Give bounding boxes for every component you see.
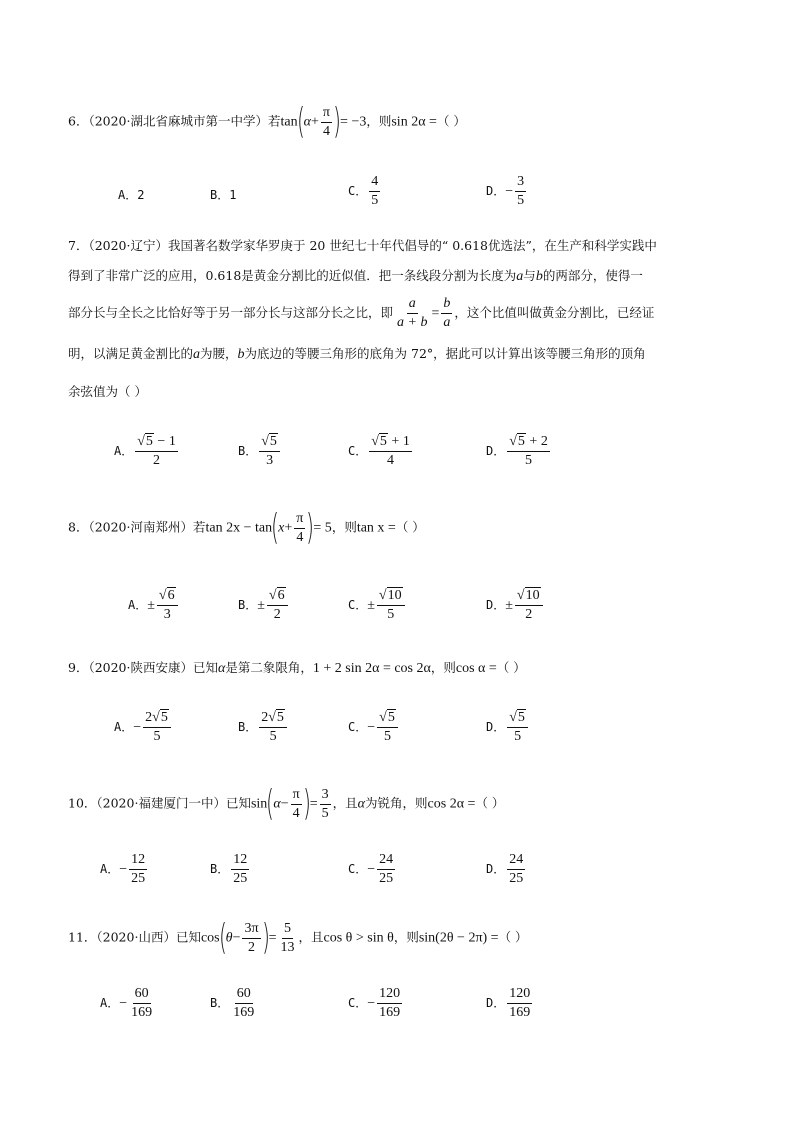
q10-opt-d-den: 25 xyxy=(509,871,524,886)
q7-opt-b-rad: 5 xyxy=(269,434,277,449)
q7-opt-d-rad: 5 xyxy=(517,434,525,449)
q7-ratio-1 xyxy=(395,296,429,331)
q10-opt-a-label: A． xyxy=(100,862,120,876)
q8-opt-a-rad: 6 xyxy=(167,588,175,603)
q10-opt-c-sign: − xyxy=(367,862,376,877)
q11-text1: ，且 xyxy=(298,929,324,945)
q8-opt-a-frac xyxy=(157,588,178,623)
q6-opt-c-num: 4 xyxy=(369,174,380,192)
q7-opt-d-frac xyxy=(507,434,550,469)
q11-num: 5 xyxy=(282,921,293,939)
q10-answer-blank[interactable]: （ ） xyxy=(475,795,505,811)
q9-opt-b-num: 2√5 xyxy=(259,710,287,728)
q7-opt-a-frac xyxy=(135,434,178,469)
q7-option-c[interactable] xyxy=(348,434,414,469)
q8-pi-over-4 xyxy=(294,511,305,546)
q10-pi-over-4 xyxy=(291,787,302,822)
q8-option-d[interactable] xyxy=(486,588,545,623)
q10-opt-a-frac xyxy=(129,852,147,887)
q8-opt-a-den: 3 xyxy=(163,607,171,622)
q11-opt-b-den: 169 xyxy=(233,1005,255,1020)
q11-opt-c-sign: − xyxy=(367,996,376,1011)
question-10-stem: 10．（2020·福建厦门一中）已知sin(α− $\frac{\pi}{4}$ )= $\frac{3}{5}$ ，且α为锐角，则cos 2α =（ ） xyxy=(68,783,505,824)
q6-opt-d-label: D． xyxy=(486,184,506,198)
q7-line3a: 部分长与全长之比恰好等于另一部分长与这部分长之比，即 xyxy=(68,305,394,320)
q6-opt-b-label: B． xyxy=(210,188,230,202)
q6-opt-a-value: 2 xyxy=(137,188,145,202)
q7-opt-c-num: √5 + 1 xyxy=(369,434,412,452)
q8-opt-d-label: D． xyxy=(486,598,506,612)
q7-opt-a-label: A． xyxy=(114,444,134,458)
q6-sin2a: sin 2α = xyxy=(391,114,437,130)
q10-minus: − xyxy=(280,796,289,812)
question-11-stem: 11．（2020·山西）已知cos(θ− $\frac{3\pi}{2}$ )= $\frac{5}{13}$ ，且cos θ > sin θ，则sin(2θ − 2π) =（ ） xyxy=(68,917,528,958)
q7-opt-c-label: C． xyxy=(348,444,368,458)
q11-cos: cos xyxy=(200,930,220,946)
q11-opt-b-label: B． xyxy=(210,996,230,1010)
q7-opt-c-den: 4 xyxy=(387,453,395,468)
q7-var-b: b xyxy=(535,269,543,284)
q10-option-c[interactable] xyxy=(348,852,397,887)
q10-opt-a-num: 12 xyxy=(129,852,147,870)
q8-expr1: tan 2x − tan xyxy=(205,520,273,536)
q8-opt-c-label: C． xyxy=(348,598,368,612)
q7-opt-a-num: √5 − 1 xyxy=(135,434,178,452)
q9-cos: cos α = xyxy=(455,661,497,676)
q6-opt-d-frac xyxy=(515,174,526,209)
q10-value xyxy=(320,787,331,822)
q9-opt-d-label: D． xyxy=(486,720,506,734)
q7-line-5[interactable]: 余弦值为（ ） xyxy=(68,384,147,399)
q7-line2c: 的两部分，使得一 xyxy=(542,268,643,283)
q10-num: 3 xyxy=(320,787,331,805)
q10-opt-c-frac xyxy=(377,852,395,887)
q10-opt-a-sign: − xyxy=(119,862,128,877)
q11-opt-a-label: A． xyxy=(100,996,120,1010)
q9-opt-a-sign: − xyxy=(133,720,142,735)
q7-ratio-2 xyxy=(441,296,452,331)
q6-opt-c-frac xyxy=(369,174,380,209)
q10-opt-c-label: C． xyxy=(348,862,368,876)
q10-opt-d-frac xyxy=(507,852,525,887)
q8-opt-d-den: 2 xyxy=(525,607,533,622)
q8-pi: π xyxy=(294,511,305,529)
q7-ratio-2-num: b xyxy=(441,296,452,314)
q11-opt-d-label: D． xyxy=(486,996,506,1010)
q9-opt-b-rad: 5 xyxy=(276,710,284,725)
q9-opt-c-label: C． xyxy=(348,720,368,734)
q6-then: ，则 xyxy=(366,113,392,129)
q7-line4c: 为底边的等腰三角形的底角为 72°，据此可以计算出该等腰三角形的顶角 xyxy=(244,346,646,361)
q11-option-d[interactable] xyxy=(486,986,534,1021)
q9-alpha: α xyxy=(218,661,226,676)
q10-four: 4 xyxy=(292,805,300,821)
q10-den: 5 xyxy=(321,805,329,821)
q11-eq: = xyxy=(268,930,277,946)
q8-opt-d-sign: ± xyxy=(505,598,513,613)
q9-opt-b-coef: 2 xyxy=(261,710,269,725)
q10-opt-d-label: D． xyxy=(486,862,506,876)
q10-alpha: α xyxy=(273,796,281,812)
q8-opt-b-sign: ± xyxy=(257,598,265,613)
q7-opt-a-den: 2 xyxy=(153,453,161,468)
q6-opt-d-sign: − xyxy=(505,184,514,199)
q9-expr: 1 + 2 sin 2α = cos 2α xyxy=(312,661,431,676)
q11-option-a[interactable] xyxy=(100,986,156,1021)
question-8-stem: 8．（2020·河南郑州）若tan 2x − tan(x+ $\frac{\pi}{4}$ )= 5，则tan x =（ ） xyxy=(68,507,425,548)
q6-prefix: 6．（2020·湖北省麻城市第一中学）若 xyxy=(68,113,281,129)
q10-opt-d-num: 24 xyxy=(507,852,525,870)
q6-opt-c-label: C． xyxy=(348,184,368,198)
q8-option-a[interactable] xyxy=(128,588,180,623)
q7-opt-c-frac xyxy=(369,434,412,469)
q10-prefix: 10．（2020·福建厦门一中）已知 xyxy=(68,795,251,811)
q9-answer-blank[interactable]: （ ） xyxy=(496,660,526,675)
q11-opt-d-num: 120 xyxy=(507,986,532,1004)
q6-option-b[interactable] xyxy=(210,186,236,203)
q6-eq: = −3 xyxy=(340,114,367,130)
q10-opt-b-num: 12 xyxy=(231,852,249,870)
q10-sin: sin xyxy=(250,796,268,812)
q6-four: 4 xyxy=(322,123,330,139)
q11-expr2: sin(2θ − 2π) = xyxy=(418,930,499,946)
q11-prefix: 11．（2020·山西）已知 xyxy=(68,929,201,945)
q7-opt-d-den: 5 xyxy=(525,453,533,468)
q11-opt-c-num: 120 xyxy=(377,986,402,1004)
q10-text1: ，且 xyxy=(332,795,358,811)
q7-line-2 xyxy=(68,266,738,285)
q9-opt-d-num: √5 xyxy=(507,710,528,728)
q10-opt-b-frac xyxy=(231,852,249,887)
q6-answer-blank[interactable]: （ ） xyxy=(436,113,466,129)
q9-option-d[interactable] xyxy=(486,710,530,745)
q6-opt-a-label: A． xyxy=(118,188,138,202)
q8-tanx: tan x = xyxy=(356,520,396,536)
q7-var-b2: b xyxy=(237,347,245,362)
q11-opt-a-sign: − xyxy=(119,996,128,1011)
q9-option-c[interactable] xyxy=(348,710,400,745)
q10-option-b[interactable] xyxy=(210,852,251,887)
q9-opt-d-frac xyxy=(507,710,528,745)
q7-opt-d-label: D． xyxy=(486,444,506,458)
q11-opt-d-den: 169 xyxy=(509,1005,531,1020)
q11-pi-num: 3π xyxy=(242,921,260,939)
q8-opt-c-frac xyxy=(377,588,405,623)
q8-prefix: 8．（2020·河南郑州）若 xyxy=(68,519,206,535)
q8-opt-a-label: A． xyxy=(128,598,148,612)
question-9-stem xyxy=(68,658,738,677)
q7-opt-d-num: √5 + 2 xyxy=(507,434,550,452)
q9-opt-c-num: √5 xyxy=(377,710,398,728)
q7-ratio-1-num: a xyxy=(407,296,418,314)
q7-opt-b-frac xyxy=(259,434,280,469)
q11-minus: − xyxy=(232,930,241,946)
q11-value xyxy=(279,921,297,956)
q10-alpha2: α xyxy=(357,796,366,812)
q6-opt-c-den: 5 xyxy=(371,193,379,208)
q11-option-b[interactable] xyxy=(210,986,258,1021)
q10-option-d[interactable] xyxy=(486,852,527,887)
q7-option-d[interactable] xyxy=(486,434,552,469)
q11-ineq: cos θ > sin θ xyxy=(323,930,394,946)
q7-line4b: 为腰， xyxy=(200,346,238,361)
q11-opt-c-label: C． xyxy=(348,996,368,1010)
q9-then: ，则 xyxy=(430,660,456,675)
q8-plus: + xyxy=(284,520,293,536)
q8-opt-b-label: B． xyxy=(238,598,258,612)
q7-option-a[interactable] xyxy=(114,434,180,469)
q7-opt-b-label: B． xyxy=(238,444,258,458)
q8-opt-c-den: 5 xyxy=(387,607,395,622)
q9-option-a[interactable] xyxy=(114,710,173,745)
q8-four: 4 xyxy=(296,529,304,545)
q8-opt-b-frac xyxy=(267,588,288,623)
q8-option-c[interactable] xyxy=(348,588,407,623)
q7-line2a: 得到了非常广泛的应用，0.618是黄金分割比的近似值．把一条线段分割为长度为 xyxy=(68,268,517,283)
q9-opt-c-frac xyxy=(377,710,398,745)
q7-line2b: 与 xyxy=(523,268,536,283)
q7-line3b: ，这个比值叫做黄金分割比，已经证 xyxy=(454,305,655,320)
q7-ratio-2-den: a xyxy=(443,315,451,330)
q9-opt-c-rad: 5 xyxy=(387,710,395,725)
q8-opt-d-num: √10 xyxy=(515,588,543,606)
q7-var-a2: a xyxy=(193,347,201,362)
q7-opt-a-rad: 5 xyxy=(145,434,153,449)
q7-line-1: 7．（2020·辽宁）我国著名数学家华罗庚于 20 世纪七十年代倡导的“ 0.618优选法”，在生产和科学实践中 xyxy=(68,238,657,253)
q7-eq: = xyxy=(431,306,440,321)
q8-opt-c-sign: ± xyxy=(367,598,375,613)
q11-opt-a-den: 169 xyxy=(131,1005,153,1020)
q8-eq: = 5 xyxy=(313,520,332,536)
q7-line-4 xyxy=(68,344,738,363)
q11-opt-b-num: 60 xyxy=(235,986,253,1004)
q6-option-d[interactable] xyxy=(486,174,528,209)
q9-opt-a-frac xyxy=(143,710,171,745)
q11-answer-blank[interactable]: （ ） xyxy=(498,929,528,945)
q9-opt-d-den: 5 xyxy=(514,729,522,744)
q7-opt-c-tail: + 1 xyxy=(387,434,410,449)
q10-opt-c-num: 24 xyxy=(377,852,395,870)
q11-opt-a-frac xyxy=(129,986,154,1021)
q7-option-b[interactable] xyxy=(238,434,282,469)
q11-theta: θ xyxy=(225,930,233,946)
q9-opt-c-sign: − xyxy=(367,720,376,735)
q11-den: 13 xyxy=(280,939,295,955)
q7-opt-c-rad: 5 xyxy=(379,434,387,449)
q8-opt-b-den: 2 xyxy=(273,607,281,622)
q11-opt-c-den: 169 xyxy=(379,1005,401,1020)
q6-alpha: α xyxy=(303,114,312,130)
q7-opt-b-den: 3 xyxy=(266,453,274,468)
q8-opt-d-frac xyxy=(515,588,543,623)
q10-opt-b-label: B． xyxy=(210,862,230,876)
q6-opt-d-den: 5 xyxy=(517,193,525,208)
q10-opt-b-den: 25 xyxy=(233,871,248,886)
q7-opt-a-tail: − 1 xyxy=(153,434,176,449)
q6-option-a[interactable] xyxy=(118,186,144,203)
q10-text2: 为锐角，则 xyxy=(365,795,428,811)
q6-tan: tan xyxy=(280,114,298,130)
q8-then: ，则 xyxy=(331,519,357,535)
q9-opt-a-coef: 2 xyxy=(145,710,153,725)
q10-cos2a: cos 2α = xyxy=(427,796,476,812)
q8-answer-blank[interactable]: （ ） xyxy=(395,519,425,535)
q8-opt-d-rad: 10 xyxy=(525,588,540,603)
q11-option-c[interactable] xyxy=(348,986,404,1021)
q8-x: x xyxy=(278,520,285,536)
q6-option-c[interactable] xyxy=(348,174,382,209)
q6-pi: π xyxy=(321,105,332,123)
q11-opt-b-frac xyxy=(231,986,256,1021)
q9-opt-a-rad: 5 xyxy=(160,710,168,725)
q9-text1: 是第二象限角， xyxy=(225,660,313,675)
q6-plus: + xyxy=(311,114,319,130)
q8-opt-a-sign: ± xyxy=(147,598,155,613)
q8-option-b[interactable] xyxy=(238,588,290,623)
q10-option-a[interactable] xyxy=(100,852,149,887)
q9-opt-b-label: B． xyxy=(238,720,258,734)
q11-3pi-over-2 xyxy=(242,921,260,956)
q10-opt-c-den: 25 xyxy=(379,871,394,886)
q9-opt-a-label: A． xyxy=(114,720,134,734)
q7-opt-b-num: √5 xyxy=(259,434,280,452)
q8-opt-b-rad: 6 xyxy=(277,588,285,603)
q11-opt-d-frac xyxy=(507,986,532,1021)
q8-opt-c-num: √10 xyxy=(377,588,405,606)
q9-opt-a-den: 5 xyxy=(153,729,161,744)
q9-prefix: 9．（2020·陕西安康）已知 xyxy=(68,660,218,675)
q9-opt-d-rad: 5 xyxy=(517,710,525,725)
q7-opt-d-tail: + 2 xyxy=(525,434,548,449)
q7-var-a: a xyxy=(516,269,524,284)
q10-pi: π xyxy=(291,787,302,805)
q6-opt-b-value: 1 xyxy=(229,188,237,202)
q7-line4a: 明，以满足黄金割比的 xyxy=(68,346,194,361)
q9-opt-a-num: 2√5 xyxy=(143,710,171,728)
q6-opt-d-num: 3 xyxy=(515,174,526,192)
q8-opt-b-num: √6 xyxy=(267,588,288,606)
q9-option-b[interactable] xyxy=(238,710,289,745)
q11-then: ，则 xyxy=(393,929,419,945)
q11-opt-a-num: 60 xyxy=(133,986,151,1004)
q7-line-3 xyxy=(68,296,738,331)
q7-ratio-1-den: a + b xyxy=(397,315,428,330)
q11-opt-c-frac xyxy=(377,986,402,1021)
q11-two: 2 xyxy=(248,939,255,955)
q10-opt-a-den: 25 xyxy=(131,871,146,886)
q8-opt-a-num: √6 xyxy=(157,588,178,606)
q9-opt-c-den: 5 xyxy=(383,729,391,744)
question-6-stem: 6．（2020·湖北省麻城市第一中学）若tan(α+ $\frac{\pi}{4}$ )= −3，则sin 2α =（ ） xyxy=(68,101,466,142)
q6-pi-over-4 xyxy=(321,105,332,140)
q8-opt-c-rad: 10 xyxy=(387,588,402,603)
q9-opt-b-frac xyxy=(259,710,287,745)
q10-eq: = xyxy=(309,796,318,812)
q9-opt-b-den: 5 xyxy=(269,729,277,744)
